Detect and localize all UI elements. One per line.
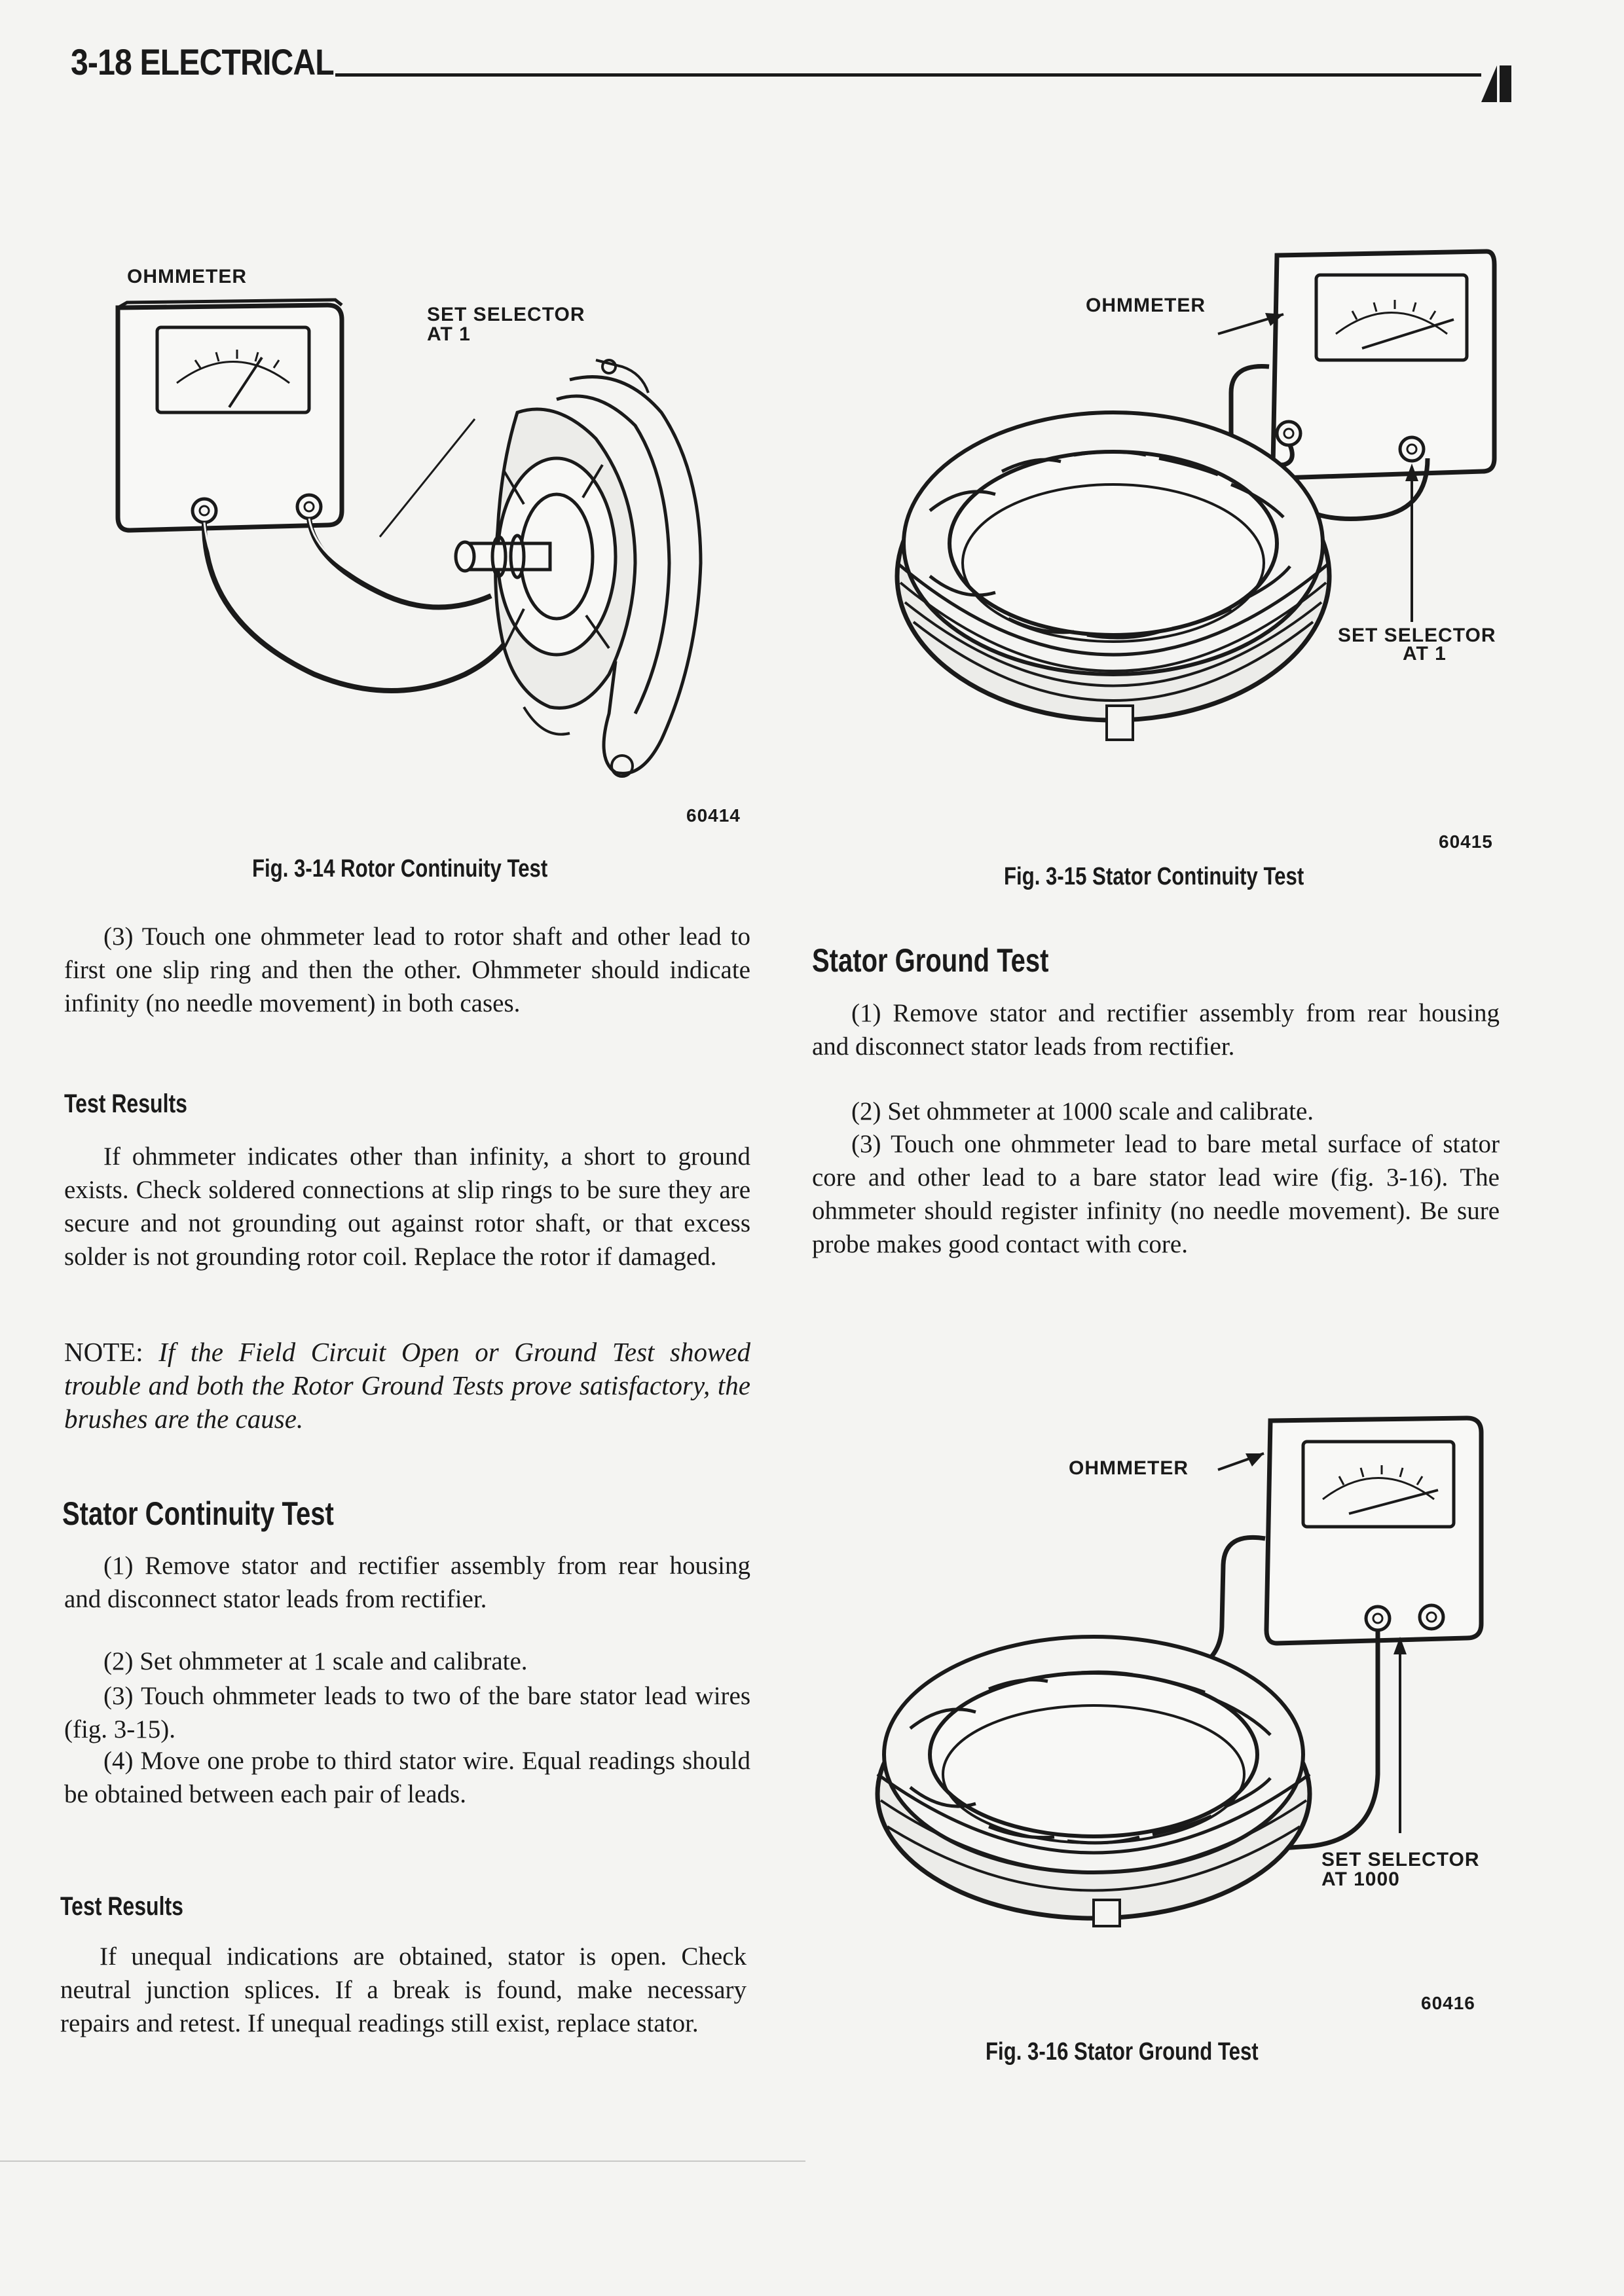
stator-ground-step-1: (1) Remove stator and rectifier assembly from rear housing and disconnect stator leads from rectifier. [812, 999, 1500, 1061]
stator-coil-illustration [877, 1637, 1310, 1926]
fig16-selector-label-line1: SET SELECTOR [1321, 1849, 1480, 1870]
stator-ground-step-2: (2) Set ohmmeter at 1000 scale and calibrate. [851, 1097, 1314, 1125]
fig16-ohmmeter-label: OHMMETER [1069, 1457, 1189, 1479]
fig15-ohmmeter-label: OHMMETER [1086, 295, 1206, 316]
note-label: NOTE: [64, 1337, 143, 1367]
stator-continuity-heading: Stator Continuity Test [62, 1495, 334, 1532]
fig14-selector-label-line1: SET SELECTOR [427, 304, 585, 325]
ohmmeter-illustration [118, 300, 517, 691]
header-rule [335, 73, 1481, 77]
test-results-paragraph-1: If ohmmeter indicates other than infinity, a short to ground exists. Check soldered connections at slip rings to be sure they are secure and not grounding out against rotor shaft, or that excess solder is not grounding rotor coil. Replace the rotor if damaged. [64, 1142, 750, 1271]
stator-continuity-illustration [864, 236, 1519, 779]
fig14-selector-label-line2: AT 1 [427, 323, 471, 345]
publisher-logo-icon [1481, 65, 1511, 102]
stator-continuity-step-2: (2) Set ohmmeter at 1 scale and calibrate. [103, 1647, 528, 1675]
fig14-number: 60414 [686, 805, 741, 826]
stator-ground-heading: Stator Ground Test [812, 942, 1049, 979]
test-results-heading-2: Test Results [60, 1892, 183, 1921]
stator-ground-step-3: (3) Touch one ohmmeter lead to bare metal surface of stator core and other lead to a bare stator lead wire (fig. 3-16). The ohmmeter should register infinity (no needle movement). Be sure probe makes good contact with core. [812, 1130, 1500, 1258]
rotor-continuity-illustration [98, 255, 753, 845]
fig14-caption: Fig. 3-14 Rotor Continuity Test [252, 855, 548, 883]
stator-continuity-step-3: (3) Touch ohmmeter leads to two of the bare stator lead wires (fig. 3-15). [64, 1682, 750, 1743]
test-results-paragraph-2: If unequal indications are obtained, stator is open. Check neutral junction splices. If a break is found, make necessary repairs and retest. If unequal readings still exist, replace stator. [60, 1942, 747, 2037]
fig16-number: 60416 [1421, 1993, 1475, 2013]
fig14-ohmmeter-label: OHMMETER [127, 266, 247, 287]
page-bottom-rule [0, 2160, 805, 2162]
fig15-caption: Fig. 3-15 Stator Continuity Test [1004, 863, 1304, 890]
test-results-heading-1: Test Results [64, 1089, 187, 1118]
fig16-caption: Fig. 3-16 Stator Ground Test [986, 2038, 1259, 2066]
fig15-number: 60415 [1439, 831, 1493, 852]
fig16-selector-label-line2: AT 1000 [1321, 1868, 1400, 1890]
fig15-selector-label-line1: SET SELECTOR [1338, 625, 1496, 646]
figure-rotor-continuity [98, 255, 753, 845]
stator-coil-illustration [897, 412, 1329, 740]
rotor-test-step-3: (3) Touch one ohmmeter lead to rotor shaft and other lead to first one slip ring and then the other. Ohmmeter should indicate infinity (no needle movement) in both cases. [64, 922, 750, 1017]
stator-continuity-step-4: (4) Move one probe to third stator wire. Equal readings should be obtained between each pair of leads. [64, 1747, 750, 1808]
stator-continuity-step-1: (1) Remove stator and rectifier assembly from rear housing and disconnect stator leads from rectifier. [64, 1552, 750, 1613]
figure-stator-continuity [864, 236, 1519, 779]
fig15-selector-label-line2: AT 1 [1403, 643, 1447, 665]
note-paragraph: NOTE: If the Field Circuit Open or Ground Test showed trouble and both the Rotor Ground Tests prove satisfactory, the brushes are the cause. [64, 1337, 751, 1434]
figure-stator-ground [851, 1408, 1506, 1931]
page-header-title: 3-18 ELECTRICAL [71, 41, 334, 82]
rotor-assembly-illustration [456, 360, 701, 776]
